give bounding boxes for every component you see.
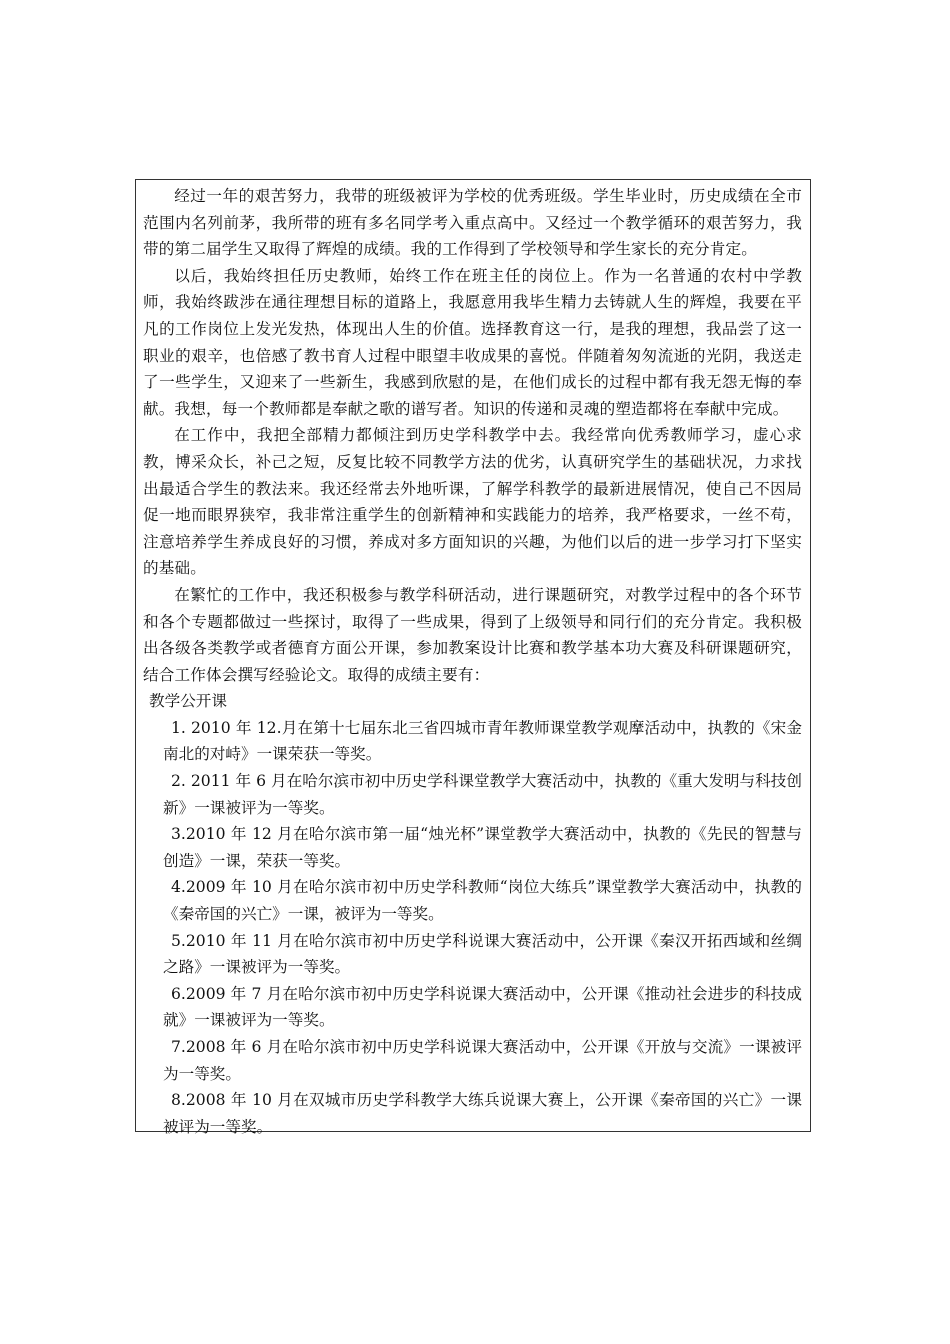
paragraph-class-honor: 经过一年的艰苦努力，我带的班级被评为学校的优秀班级。学生毕业时，历史成绩在全市范围内名列前茅，我所带的班有多名同学考入重点高中。又经过一个教学循环的艰苦努力，我带的第二届学生又取得了辉煌的成绩。我的工作得到了学校领导和学生家长的充分肯定。 [143, 187, 802, 259]
award-item-6: 6.2009 年 7 月在哈尔滨市初中历史学科说课大赛活动中，公开课《推动社会进步的科技成就》一课被评为一等奖。 [163, 984, 802, 1030]
award-item-7: 7.2008 年 6 月在哈尔滨市初中历史学科说课大赛活动中，公开课《开放与交流》一课被评为一等奖。 [163, 1038, 802, 1083]
paragraph-career: 以后，我始终担任历史教师，始终工作在班主任的岗位上。作为一名普通的农村中学教师，我始终跋涉在通往理想目标的道路上，我愿意用我毕生精力去铸就人生的辉煌，我要在平凡的工作岗位上发光发热，体现出人生的价值。选择教育这一行，是我的理想，我品尝了这一职业的艰辛，也倍感了教书育人过程中眼望丰收成果的喜悦。伴随着匆匆流逝的光阴，我送走了一些学生，又迎来了一些新生，我感到欣慰的是，在他们成长的过程中都有我无怨无悔的奉献。我想，每一个教师都是奉献之歌的谱写者。知识的传递和灵魂的塑造都将在奉献中完成。 [143, 266, 802, 418]
award-item-8: 8.2008 年 10 月在双城市历史学科教学大练兵说课大赛上，公开课《秦帝国的兴亡》一课被评为一等奖。 [163, 1091, 802, 1136]
paragraph-teaching-work: 在工作中，我把全部精力都倾注到历史学科教学中去。我经常向优秀教师学习，虚心求教，博采众长，补己之短，反复比较不同教学方法的优劣，认真研究学生的基础状况，力求找出最适合学生的教法来。我还经常去外地听课，了解学科教学的最新进展情况，使自己不因局促一地而眼界狭窄，我非常注重学生的创新精神和实践能力的培养，我严格要求，一丝不苟，注意培养学生养成良好的习惯，养成对多方面知识的兴趣，为他们以后的进一步学习打下坚实的基础。 [143, 426, 802, 578]
section-heading: 教学公开课 [149, 692, 227, 711]
award-item-1: 1. 2010 年 12.月在第十七届东北三省四城市青年教师课堂教学观摩活动中，执教的《宋金南北的对峙》一课荣获一等奖。 [163, 718, 802, 764]
paragraph-research: 在繁忙的工作中，我还积极参与教学科研活动，进行课题研究，对教学过程中的各个环节和各个专题都做过一些探讨，取得了一些成果，得到了上级领导和同行们的充分肯定。我积极出各级各类教学或者德育方面公开课，参加教案设计比赛和教学基本功大赛及科研课题研究，结合工作体会撰写经验论文。取得的成绩主要有： [143, 585, 802, 684]
award-item-2: 2. 2011 年 6 月在哈尔滨市初中历史学科课堂教学大赛活动中，执教的《重大发明与科技创新》一课被评为一等奖。 [163, 772, 802, 817]
award-item-5: 5.2010 年 11 月在哈尔滨市初中历史学科说课大赛活动中，公开课《秦汉开拓西域和丝绸之路》一课被评为一等奖。 [163, 931, 802, 977]
award-item-3: 3.2010 年 12 月在哈尔滨市第一届“烛光杯”课堂教学大赛活动中，执教的《先民的智慧与创造》一课，荣获一等奖。 [163, 825, 802, 870]
content-table-cell [135, 179, 811, 1136]
award-item-4: 4.2009 年 10 月在哈尔滨市初中历史学科教师“岗位大练兵”课堂教学大赛活动中，执教的《秦帝国的兴亡》一课，被评为一等奖。 [163, 878, 802, 924]
